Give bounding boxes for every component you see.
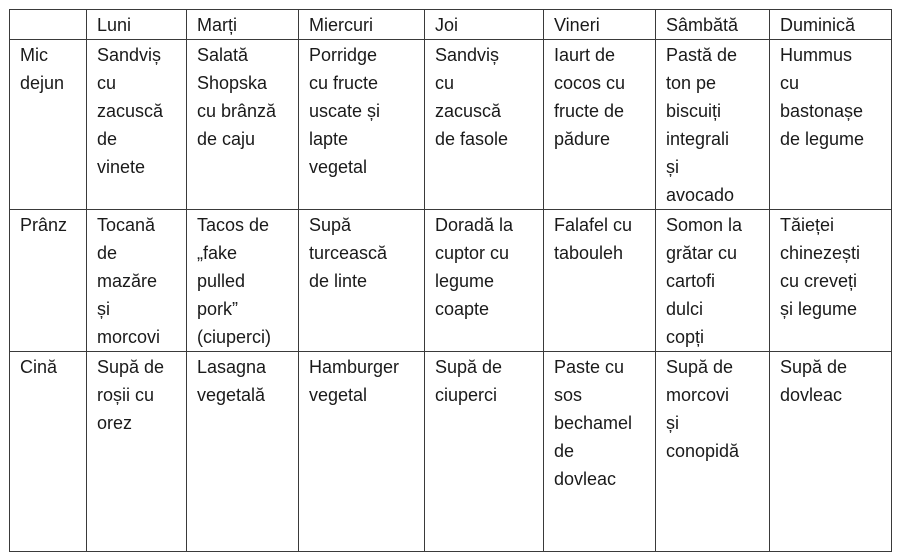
meal-label-breakfast: Mic dejun xyxy=(10,40,87,210)
lunch-friday-cell: Falafel cu tabouleh xyxy=(544,210,656,352)
lunch-row xyxy=(10,210,892,352)
meal-label-dinner: Cină xyxy=(10,352,87,552)
breakfast-row xyxy=(10,40,892,210)
dinner-saturday-cell: Supă de morcovi și conopidă xyxy=(656,352,770,552)
lunch-thursday-cell: Doradă la cuptor cu legume coapte xyxy=(425,210,544,352)
meal-plan-table xyxy=(9,9,892,552)
breakfast-sunday-cell: Hummus cu bastonașe de legume xyxy=(770,40,892,210)
dinner-thursday-cell: Supă de ciuperci xyxy=(425,352,544,552)
breakfast-friday-cell: Iaurt de cocos cu fructe de pădure xyxy=(544,40,656,210)
dinner-monday-cell: Supă de roșii cu orez xyxy=(87,352,187,552)
breakfast-thursday-cell: Sandviș cu zacuscă de fasole xyxy=(425,40,544,210)
lunch-wednesday-cell: Supă turcească de linte xyxy=(299,210,425,352)
dinner-tuesday-cell: Lasagna vegetală xyxy=(187,352,299,552)
dinner-row xyxy=(10,352,892,552)
meal-label-lunch: Prânz xyxy=(10,210,87,352)
day-header-thursday: Joi xyxy=(425,10,544,40)
breakfast-monday-cell: Sandviș cu zacuscă de vinete xyxy=(87,40,187,210)
dinner-wednesday-cell: Hamburger vegetal xyxy=(299,352,425,552)
corner-cell xyxy=(10,10,87,40)
header-row xyxy=(10,10,892,40)
day-header-monday: Luni xyxy=(87,10,187,40)
day-header-tuesday: Marți xyxy=(187,10,299,40)
lunch-saturday-cell: Somon la grătar cu cartofi dulci copți xyxy=(656,210,770,352)
breakfast-wednesday-cell: Porridge cu fructe uscate și lapte vegetal xyxy=(299,40,425,210)
lunch-monday-cell: Tocană de mazăre și morcovi xyxy=(87,210,187,352)
day-header-sunday: Duminică xyxy=(770,10,892,40)
day-header-saturday: Sâmbătă xyxy=(656,10,770,40)
dinner-sunday-cell: Supă de dovleac xyxy=(770,352,892,552)
lunch-sunday-cell: Tăieței chinezești cu creveți și legume xyxy=(770,210,892,352)
day-header-wednesday: Miercuri xyxy=(299,10,425,40)
lunch-tuesday-cell: Tacos de „fake pulled pork” (ciuperci) xyxy=(187,210,299,352)
dinner-friday-cell: Paste cu sos bechamel de dovleac xyxy=(544,352,656,552)
breakfast-saturday-cell: Pastă de ton pe biscuiți integrali și avocado xyxy=(656,40,770,210)
day-header-friday: Vineri xyxy=(544,10,656,40)
breakfast-tuesday-cell: Salată Shopska cu brânză de caju xyxy=(187,40,299,210)
